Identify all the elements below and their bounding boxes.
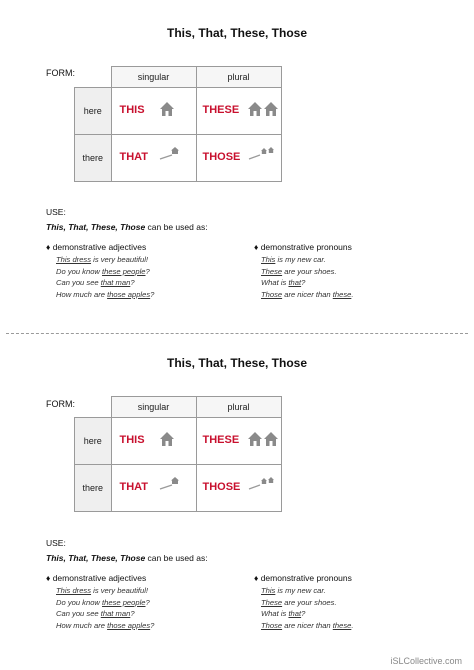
cell-this: [111, 418, 196, 465]
adjectives-examples: [56, 254, 154, 300]
page-title: This, That, These, Those: [166, 356, 308, 370]
word-these: THESE: [202, 434, 240, 446]
use-intro: This, That, These, Those can be used as:: [46, 222, 208, 232]
adjectives-heading: ♦ demonstrative adjectives: [46, 242, 147, 252]
word-these: THESE: [202, 104, 240, 116]
list-item: This dress is very beautiful!: [56, 255, 149, 264]
list-item: These are your shoes.: [261, 597, 337, 607]
col-plural: plural: [196, 67, 281, 88]
list-item: Do you know these people?: [56, 597, 150, 607]
row-there: there: [75, 135, 112, 182]
pointing-hand-icon: [247, 145, 277, 161]
list-item: This is my new car.: [261, 586, 326, 595]
house-icon: [247, 431, 263, 447]
pronouns-heading: ♦ demonstrative pronouns: [254, 573, 352, 583]
house-icon: [159, 431, 175, 447]
col-singular: singular: [111, 67, 196, 88]
cell-those: [196, 465, 281, 512]
list-item: This dress is very beautiful!: [56, 586, 149, 595]
pointing-hand-icon: [247, 475, 277, 491]
col-singular: singular: [111, 397, 196, 418]
house-icon: [247, 101, 263, 117]
list-item: Those are nicer than these.: [261, 289, 354, 299]
pointing-hand-icon: [158, 475, 182, 491]
cell-that: [111, 465, 196, 512]
pronouns-examples: [261, 254, 353, 300]
use-intro: This, That, These, Those can be used as:: [46, 553, 208, 563]
word-that: THAT: [119, 151, 149, 163]
pronouns-examples: [261, 585, 353, 631]
cell-these: [196, 418, 281, 465]
house-icon: [159, 101, 175, 117]
adjectives-examples: [56, 585, 154, 631]
form-label: FORM:: [46, 68, 75, 78]
page-title: This, That, These, Those: [166, 26, 308, 40]
list-item: Can you see that man?: [56, 278, 135, 287]
word-that: THAT: [119, 481, 149, 493]
cut-line-divider: [6, 333, 468, 334]
house-icon: [263, 101, 279, 117]
list-item: What is that?: [261, 609, 306, 618]
pointing-hand-icon: [158, 145, 182, 161]
word-those: THOSE: [202, 481, 241, 493]
cell-this: [111, 88, 196, 135]
form-label: FORM:: [46, 399, 75, 409]
list-item: Those are nicer than these.: [261, 620, 354, 630]
word-this: THIS: [119, 104, 145, 116]
list-item: What is that?: [261, 278, 306, 287]
house-icon: [263, 431, 279, 447]
list-item: Can you see that man?: [56, 609, 135, 618]
use-label: USE:: [46, 538, 66, 548]
word-this: THIS: [119, 434, 145, 446]
pronouns-heading: ♦ demonstrative pronouns: [254, 242, 352, 252]
word-those: THOSE: [202, 151, 241, 163]
adjectives-heading: ♦ demonstrative adjectives: [46, 573, 147, 583]
cell-that: [111, 135, 196, 182]
row-here: here: [75, 88, 112, 135]
list-item: These are your shoes.: [261, 266, 337, 276]
list-item: How much are those apples?: [56, 289, 155, 299]
cell-these: [196, 88, 281, 135]
use-label: USE:: [46, 207, 66, 217]
list-item: Do you know these people?: [56, 266, 150, 276]
form-table: [74, 66, 282, 182]
col-plural: plural: [196, 397, 281, 418]
list-item: How much are those apples?: [56, 620, 155, 630]
form-table: [74, 396, 282, 512]
list-item: This is my new car.: [261, 255, 326, 264]
footer-watermark: iSLCollective.com: [390, 656, 462, 666]
cell-those: [196, 135, 281, 182]
row-here: here: [75, 418, 112, 465]
row-there: there: [75, 465, 112, 512]
